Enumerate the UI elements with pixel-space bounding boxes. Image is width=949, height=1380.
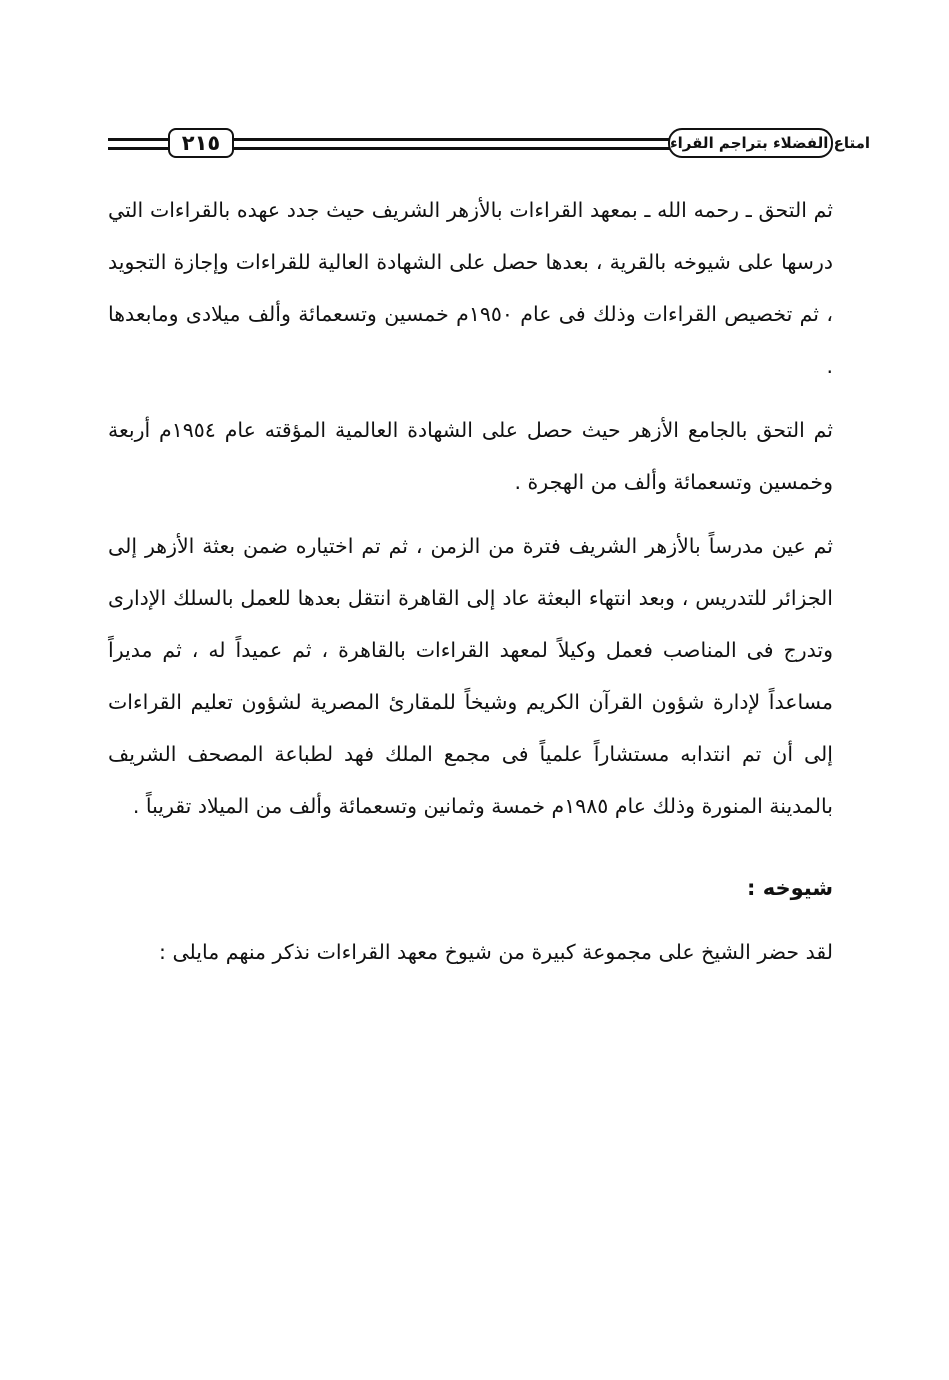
page-header — [108, 128, 871, 162]
header-rule-right — [226, 138, 674, 150]
paragraph-4: لقد حضر الشيخ على مجموعة كبيرة من شيوخ معهد القراءات نذكر منهم مايلى : — [159, 940, 833, 964]
page-body — [108, 184, 833, 978]
page-number: ٢١٥ — [168, 128, 234, 158]
book-title: امتاع الفضلاء بتراجم القراء — [668, 128, 833, 158]
paragraph-2: ثم التحق بالجامع الأزهر حيث حصل على الشهادة العالمية المؤقته عام ١٩٥٤م أربعة وخمسين وتسعمائة وألف من الهجرة . — [108, 418, 834, 494]
paragraph-3: ثم عين مدرساً بالأزهر الشريف فترة من الزمن ، ثم تم اختياره ضمن بعثة الأزهر إلى الجزائر للتدريس ، وبعد انتهاء البعثة عاد إلى القاهرة انتقل بعدها للعمل بالسلك الإدارى وتدرج فى المناصب فعمل وكيلاً لمعهد القراءات بالقاهرة ، ثم عميداً له ، ثم مديراً مساعداً لإدارة شؤون القرآن الكريم وشيخاً للمقارئ المصرية لشؤون تعليم القراءات إلى أن تم انتدابه مستشاراً علمياً فى مجمع الملك فهد لطباعة المصحف الشريف بالمدينة المنورة وذلك عام ١٩٨٥م خمسة وثمانين وتسعمائة وألف من الميلاد تقريباً . — [108, 534, 833, 818]
paragraph-1: ثم التحق ـ رحمه الله ـ بمعهد القراءات بالأزهر الشريف حيث جدد عهده بالقراءات التي درسها على شيوخه بالقرية ، بعدها حصل على الشهادة العالية للقراءات وإجازة التجويد ، ثم تخصيص القراءات وذلك فى عام ١٩٥٠م خمسين وتسعمائة وألف ميلادى ومابعدها . — [108, 198, 833, 378]
header-rule-left — [108, 138, 176, 150]
section-heading: شيوخه : — [747, 876, 833, 900]
